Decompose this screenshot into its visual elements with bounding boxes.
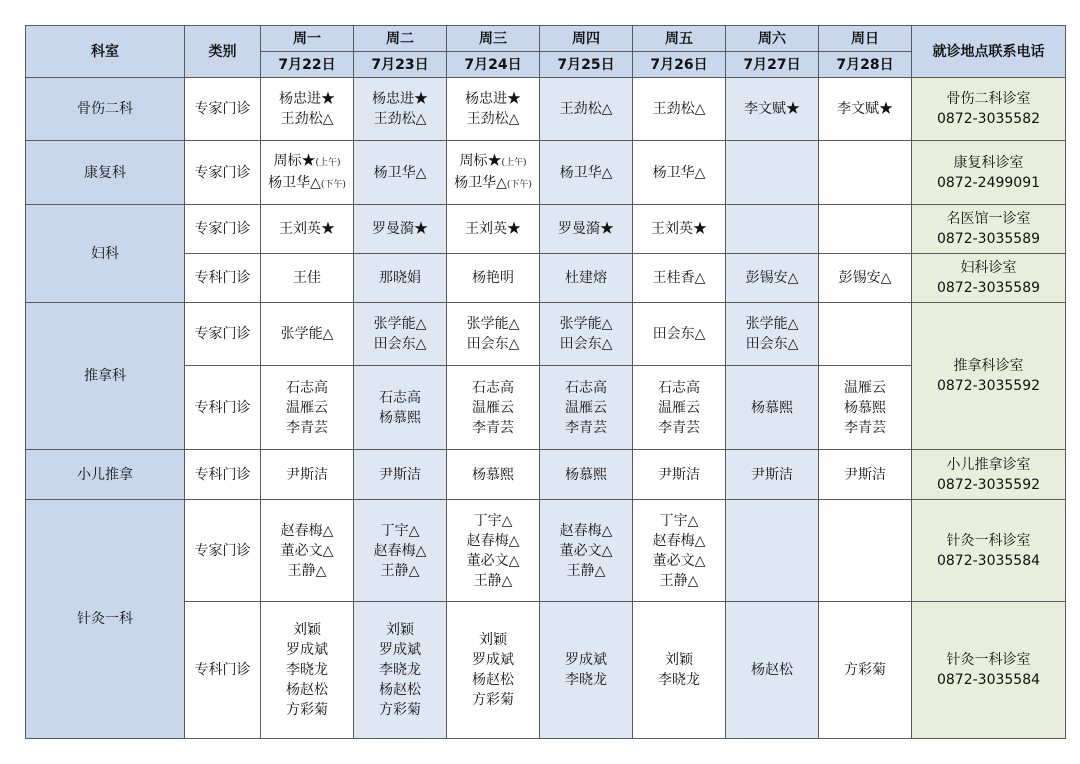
doctor-name: 董必文△ xyxy=(466,552,520,569)
header-date: 7月22日 xyxy=(261,52,354,78)
doctor-name: 刘颖 xyxy=(386,622,414,638)
location-line: 妇科诊室 xyxy=(960,260,1017,276)
row-tuina-expert xyxy=(26,303,1066,366)
row-kangfu-expert xyxy=(26,141,1066,205)
dept-name: 推拿科 xyxy=(26,303,185,450)
doctor-name: 杨赵松 xyxy=(286,682,328,698)
location-line: 0872-3035592 xyxy=(936,476,1041,493)
doctor-name: 罗曼漪★ xyxy=(558,221,614,237)
category-cell: 专科门诊 xyxy=(185,602,261,739)
doctor-name: 杨卫华△ xyxy=(373,164,427,181)
doctor-cell xyxy=(726,303,819,366)
row-gushang-expert xyxy=(26,78,1066,141)
doctor-name: 石志高 xyxy=(658,379,700,396)
doctor-cell xyxy=(633,602,726,739)
doctor-cell xyxy=(354,500,447,602)
row-xiaoer-specialty xyxy=(26,450,1066,500)
doctor-name: 王刘英★ xyxy=(651,221,707,237)
doctor-cell xyxy=(540,366,633,450)
row-zhenjiu-expert xyxy=(26,500,1066,602)
doctor-name: 石志高 xyxy=(472,379,514,396)
doctor-cell xyxy=(633,366,726,450)
doctor-name: 李晓龙 xyxy=(379,662,421,678)
doctor-name: 杨慕熙 xyxy=(844,399,886,416)
location-cell xyxy=(912,303,1066,450)
doctor-cell xyxy=(540,450,633,500)
header-date: 7月25日 xyxy=(540,52,633,78)
doctor-name: 王佳 xyxy=(293,270,321,286)
doctor-name: 杨忠进★ xyxy=(465,91,521,107)
doctor-name: 王劲松△ xyxy=(373,111,427,127)
doctor-cell xyxy=(819,450,912,500)
header-category: 类别 xyxy=(185,26,261,78)
dept-name: 骨伤二科 xyxy=(26,78,185,141)
doctor-cell xyxy=(819,366,912,450)
doctor-cell xyxy=(354,254,447,303)
doctor-cell xyxy=(447,366,540,450)
doctor-name: 杜建熔 xyxy=(565,270,607,286)
doctor-name: 石志高 xyxy=(565,379,607,396)
doctor-name: 方彩菊 xyxy=(472,692,514,708)
header-weekday: 周日 xyxy=(819,26,912,52)
location-line: 针灸一科诊室 xyxy=(946,532,1031,549)
doctor-cell xyxy=(261,78,354,141)
doctor-name: 李青芸 xyxy=(658,419,700,436)
doctor-name: 杨慕熙 xyxy=(565,466,607,483)
doctor-name: 温雁云 xyxy=(472,399,514,416)
doctor-name: 王劲松△ xyxy=(466,111,520,127)
doctor-line xyxy=(447,173,539,195)
doctor-name: 李青芸 xyxy=(286,419,328,436)
doctor-line xyxy=(447,151,539,173)
location-line: 骨伤二科诊室 xyxy=(946,91,1031,107)
session-note: (下午) xyxy=(506,179,532,190)
doctor-cell xyxy=(354,366,447,450)
doctor-name: 周标★ xyxy=(273,152,316,169)
doctor-name: 田会东△ xyxy=(652,326,706,342)
doctor-cell xyxy=(540,254,633,303)
doctor-cell xyxy=(726,366,819,450)
doctor-name: 方彩菊 xyxy=(379,702,421,718)
doctor-cell xyxy=(447,141,540,205)
doctor-name: 张学能△ xyxy=(745,316,799,332)
doctor-name: 杨赵松 xyxy=(751,662,793,678)
category-cell: 专科门诊 xyxy=(185,254,261,303)
header-weekday: 周四 xyxy=(540,26,633,52)
doctor-name: 罗成斌 xyxy=(286,642,328,658)
doctor-name: 彭锡安△ xyxy=(838,270,892,286)
doctor-cell xyxy=(447,78,540,141)
header-weekday: 周二 xyxy=(354,26,447,52)
location-cell xyxy=(912,141,1066,205)
doctor-cell xyxy=(819,303,912,366)
header-weekday: 周三 xyxy=(447,26,540,52)
location-cell xyxy=(912,254,1066,303)
doctor-name: 方彩菊 xyxy=(286,702,328,718)
dept-name: 针灸一科 xyxy=(26,500,185,739)
session-note: (下午) xyxy=(320,179,346,190)
location-cell xyxy=(912,450,1066,500)
session-note: (上午) xyxy=(501,157,527,168)
doctor-name: 董必文△ xyxy=(652,552,706,569)
doctor-name: 王静△ xyxy=(566,562,606,579)
doctor-name: 田会东△ xyxy=(559,336,613,352)
doctor-name: 刘颖 xyxy=(665,652,693,668)
doctor-cell xyxy=(726,78,819,141)
location-line: 0872-3035584 xyxy=(936,672,1041,688)
doctor-name: 杨慕熙 xyxy=(751,399,793,416)
doctor-name: 杨慕熙 xyxy=(472,466,514,483)
doctor-name: 丁宇△ xyxy=(380,522,420,539)
doctor-cell xyxy=(447,450,540,500)
doctor-cell xyxy=(819,78,912,141)
doctor-name: 彭锡安△ xyxy=(745,270,799,286)
dept-name: 妇科 xyxy=(26,205,185,303)
doctor-name: 杨卫华△ xyxy=(268,174,321,191)
doctor-cell xyxy=(354,303,447,366)
doctor-cell xyxy=(819,205,912,254)
location-cell xyxy=(912,205,1066,254)
location-line: 针灸一科诊室 xyxy=(946,652,1031,668)
location-line: 0872-3035584 xyxy=(936,552,1041,569)
doctor-cell xyxy=(540,78,633,141)
row-fuke-expert xyxy=(26,205,1066,254)
category-cell: 专家门诊 xyxy=(185,78,261,141)
doctor-cell xyxy=(354,141,447,205)
location-line: 名医馆一诊室 xyxy=(946,211,1031,227)
doctor-name: 李青芸 xyxy=(844,419,886,436)
doctor-cell xyxy=(633,205,726,254)
header-weekday: 周五 xyxy=(633,26,726,52)
category-cell: 专科门诊 xyxy=(185,450,261,500)
category-cell: 专科门诊 xyxy=(185,366,261,450)
header-weekday: 周六 xyxy=(726,26,819,52)
doctor-cell xyxy=(447,602,540,739)
location-line: 0872-2499091 xyxy=(936,174,1041,191)
doctor-name: 李青芸 xyxy=(565,419,607,436)
doctor-name: 张学能△ xyxy=(280,326,334,342)
doctor-cell xyxy=(540,141,633,205)
location-cell xyxy=(912,78,1066,141)
doctor-line xyxy=(261,173,353,195)
doctor-name: 田会东△ xyxy=(373,336,427,352)
doctor-name: 王静△ xyxy=(380,562,420,579)
dept-name: 康复科 xyxy=(26,141,185,205)
doctor-cell xyxy=(261,254,354,303)
doctor-cell xyxy=(447,205,540,254)
doctor-name: 丁宇△ xyxy=(659,512,699,529)
category-cell: 专家门诊 xyxy=(185,500,261,602)
doctor-name: 杨忠进★ xyxy=(372,91,428,107)
location-line: 康复科诊室 xyxy=(953,154,1024,171)
category-cell: 专家门诊 xyxy=(185,205,261,254)
doctor-name: 石志高 xyxy=(379,389,421,406)
header-date: 7月23日 xyxy=(354,52,447,78)
doctor-name: 董必文△ xyxy=(280,542,334,559)
location-line: 0872-3035582 xyxy=(936,111,1041,127)
doctor-name: 赵春梅△ xyxy=(466,532,520,549)
doctor-cell xyxy=(726,602,819,739)
doctor-name: 杨忠进★ xyxy=(279,91,335,107)
doctor-cell xyxy=(633,450,726,500)
doctor-cell xyxy=(819,254,912,303)
doctor-name: 董必文△ xyxy=(559,542,613,559)
doctor-name: 罗成斌 xyxy=(379,642,421,658)
doctor-name: 罗成斌 xyxy=(472,652,514,668)
doctor-name: 刘颖 xyxy=(479,632,507,648)
doctor-cell xyxy=(540,303,633,366)
doctor-name: 赵春梅△ xyxy=(652,532,706,549)
doctor-name: 王桂香△ xyxy=(652,270,706,286)
doctor-cell xyxy=(633,500,726,602)
doctor-cell xyxy=(447,254,540,303)
doctor-name: 王劲松△ xyxy=(559,101,613,117)
doctor-cell xyxy=(633,141,726,205)
doctor-cell xyxy=(633,254,726,303)
doctor-cell xyxy=(354,450,447,500)
doctor-cell xyxy=(354,78,447,141)
doctor-cell xyxy=(819,500,912,602)
doctor-cell xyxy=(540,205,633,254)
category-cell: 专家门诊 xyxy=(185,141,261,205)
doctor-name: 杨赵松 xyxy=(379,682,421,698)
header-location: 就诊地点联系电话 xyxy=(912,26,1066,78)
doctor-cell xyxy=(633,303,726,366)
doctor-cell xyxy=(819,141,912,205)
doctor-cell xyxy=(261,366,354,450)
doctor-name: 张学能△ xyxy=(559,316,613,332)
doctor-name: 罗曼漪★ xyxy=(372,221,428,237)
doctor-name: 张学能△ xyxy=(466,316,520,332)
doctor-cell xyxy=(540,500,633,602)
doctor-name: 王劲松△ xyxy=(280,111,334,127)
location-cell xyxy=(912,602,1066,739)
doctor-name: 罗成斌 xyxy=(565,652,607,668)
header-date: 7月27日 xyxy=(726,52,819,78)
doctor-name: 温雁云 xyxy=(565,399,607,416)
doctor-cell xyxy=(726,500,819,602)
doctor-cell xyxy=(261,141,354,205)
doctor-name: 李晓龙 xyxy=(658,672,700,688)
doctor-name: 田会东△ xyxy=(745,336,799,352)
doctor-name: 王静△ xyxy=(287,562,327,579)
doctor-name: 温雁云 xyxy=(844,379,886,396)
doctor-name: 杨赵松 xyxy=(472,672,514,688)
doctor-name: 赵春梅△ xyxy=(559,522,613,539)
doctor-name: 赵春梅△ xyxy=(280,522,334,539)
doctor-name: 李文赋★ xyxy=(837,101,893,117)
header-dept: 科室 xyxy=(26,26,185,78)
doctor-name: 李文赋★ xyxy=(744,101,800,117)
doctor-name: 杨艳明 xyxy=(472,270,514,286)
doctor-name: 尹斯洁 xyxy=(286,466,328,483)
doctor-cell xyxy=(447,500,540,602)
doctor-name: 张学能△ xyxy=(373,316,427,332)
doctor-name: 王静△ xyxy=(473,572,513,589)
doctor-cell xyxy=(633,78,726,141)
header-date: 7月28日 xyxy=(819,52,912,78)
location-line: 推拿科诊室 xyxy=(953,358,1024,374)
doctor-cell xyxy=(354,205,447,254)
doctor-name: 杨卫华△ xyxy=(652,164,706,181)
doctor-name: 杨慕熙 xyxy=(379,409,421,426)
doctor-cell xyxy=(261,450,354,500)
header-date: 7月26日 xyxy=(633,52,726,78)
doctor-name: 王刘英★ xyxy=(279,221,335,237)
doctor-cell xyxy=(447,303,540,366)
doctor-cell xyxy=(261,303,354,366)
header-weekday: 周一 xyxy=(261,26,354,52)
doctor-cell xyxy=(726,254,819,303)
doctor-cell xyxy=(726,141,819,205)
doctor-name: 石志高 xyxy=(286,379,328,396)
doctor-name: 尹斯洁 xyxy=(844,466,886,483)
doctor-name: 李晓龙 xyxy=(286,662,328,678)
doctor-name: 王静△ xyxy=(659,572,699,589)
location-line: 0872-3035589 xyxy=(936,280,1041,296)
doctor-name: 温雁云 xyxy=(286,399,328,416)
doctor-name: 李青芸 xyxy=(472,419,514,436)
doctor-name: 周标★ xyxy=(459,152,502,169)
header-date: 7月24日 xyxy=(447,52,540,78)
doctor-name: 尹斯洁 xyxy=(379,466,421,483)
doctor-cell xyxy=(726,450,819,500)
location-line: 0872-3035589 xyxy=(936,231,1041,247)
doctor-name: 李晓龙 xyxy=(565,672,607,688)
doctor-cell xyxy=(261,602,354,739)
doctor-name: 王劲松△ xyxy=(652,101,706,117)
doctor-name: 杨卫华△ xyxy=(454,174,507,191)
doctor-name: 王刘英★ xyxy=(465,221,521,237)
doctor-cell xyxy=(819,602,912,739)
doctor-name: 赵春梅△ xyxy=(373,542,427,559)
doctor-line xyxy=(261,151,353,173)
doctor-name: 田会东△ xyxy=(466,336,520,352)
schedule-table xyxy=(25,25,1066,739)
doctor-name: 温雁云 xyxy=(658,399,700,416)
doctor-name: 刘颖 xyxy=(293,622,321,638)
location-line: 0872-3035592 xyxy=(936,378,1041,394)
doctor-cell xyxy=(261,500,354,602)
doctor-name: 尹斯洁 xyxy=(751,466,793,483)
session-note: (上午) xyxy=(315,157,341,168)
doctor-name: 丁宇△ xyxy=(473,512,513,529)
dept-name: 小儿推拿 xyxy=(26,450,185,500)
doctor-cell xyxy=(540,602,633,739)
location-cell xyxy=(912,500,1066,602)
doctor-name: 那晓娟 xyxy=(379,270,421,286)
location-line: 小儿推拿诊室 xyxy=(946,456,1031,473)
header-row-weekdays xyxy=(26,26,1066,52)
category-cell: 专家门诊 xyxy=(185,303,261,366)
doctor-name: 方彩菊 xyxy=(844,662,886,678)
doctor-name: 杨卫华△ xyxy=(559,164,613,181)
doctor-cell xyxy=(261,205,354,254)
doctor-name: 尹斯洁 xyxy=(658,466,700,483)
doctor-cell xyxy=(726,205,819,254)
doctor-cell xyxy=(354,602,447,739)
